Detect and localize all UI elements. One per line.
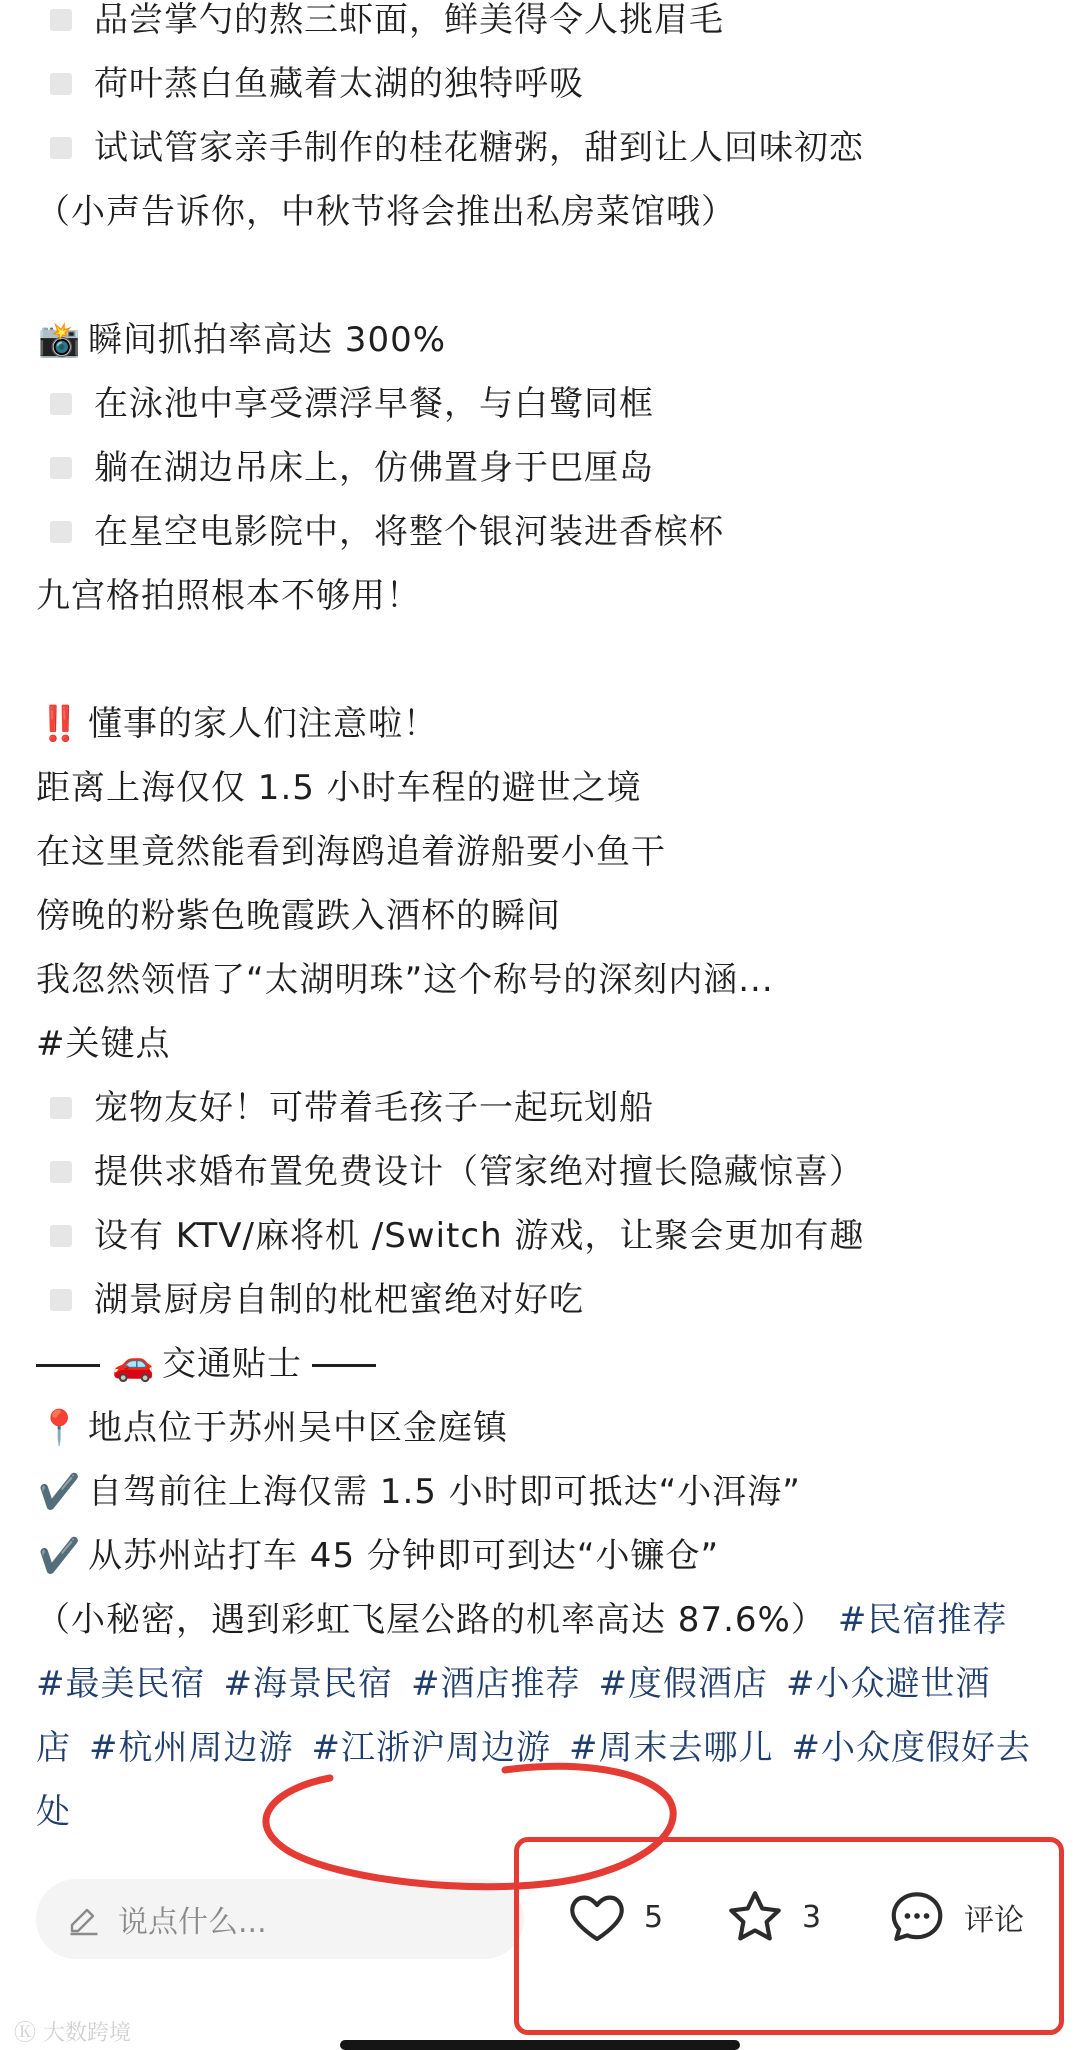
hashtag-link[interactable]: #最美民宿 [36,1664,206,1704]
closing-text: （小秘密，遇到彩虹飞屋公路的机率高达 87.6%） [36,1600,826,1640]
bullet-item [36,1268,1046,1332]
divider-line [36,1364,100,1367]
hashtag-link[interactable]: #杭州周边游 [89,1728,294,1768]
emoji-icon: ✔️ [38,1536,82,1576]
bullet-item [36,116,1046,180]
bullet-square-icon [50,9,72,31]
bullet-square-icon [50,1097,72,1119]
bullet-text: 荷叶蒸白鱼藏着太湖的独特呼吸 [94,64,584,104]
bullet-text: 设有 KTV/麻将机 /Switch 游戏，让聚会更加有趣 [94,1216,865,1256]
comment-input[interactable] [36,1879,524,1959]
emoji-line [36,1460,1046,1524]
divider-line [312,1364,376,1367]
hashtag-link[interactable]: #民宿推荐 [837,1600,1008,1640]
emoji-line [36,308,1046,372]
emoji-icon: ‼️ [38,704,82,744]
post-content [36,0,1046,1844]
hashtag-link[interactable]: #度假酒店 [598,1664,768,1704]
text-line: 九宫格拍照根本不够用！ [36,576,421,616]
bullet-square-icon [50,521,72,543]
bullet-item [36,1204,1046,1268]
bullet-text: 试试管家亲手制作的桂花糖粥，甜到让人回味初恋 [94,128,864,168]
emoji-line-text: 瞬间抓拍率高达 300% [88,320,447,360]
bullet-text: 品尝掌勺的熬三虾面，鲜美得令人挑眉毛 [94,0,724,40]
bullet-text: 在星空电影院中，将整个银河装进香槟杯 [94,512,724,552]
bullet-square-icon [50,457,72,479]
bullet-item [36,1140,1046,1204]
bullet-item [36,52,1046,116]
text-line: 傍晚的粉紫色晚霞跌入酒杯的瞬间 [36,896,561,936]
bullet-item [36,500,1046,564]
hashtag-link[interactable]: #江浙沪周边游 [311,1728,551,1768]
watermark-logo-icon: Ⓚ [14,2021,37,2046]
blank-line [36,628,1046,692]
emoji-icon: 📍 [38,1408,82,1448]
text-line: 在这里竟然能看到海鸥追着游船要小鱼干 [36,832,666,872]
watermark [14,2016,131,2047]
bullet-square-icon [50,73,72,95]
like-count: 5 [644,1899,664,1935]
emoji-line [36,692,1046,756]
bullet-square-icon [50,1161,72,1183]
emoji-line-text: 从苏州站打车 45 分钟即可到达“小镰仓” [88,1536,720,1576]
bullet-square-icon [50,1225,72,1247]
bullet-text: 湖景厨房自制的枇杷蜜绝对好吃 [94,1280,584,1320]
pencil-icon [66,1901,102,1937]
emoji-line [36,1396,1046,1460]
section-divider [36,1332,1046,1396]
emoji-line-text: 自驾前往上海仅需 1.5 小时即可抵达“小洱海” [88,1472,801,1512]
emoji-line [36,1524,1046,1588]
bullet-item [36,436,1046,500]
comment-label: 评论 [964,1903,1024,1938]
closing-paragraph [36,1588,1036,1844]
text-line: 距离上海仅仅 1.5 小时车程的避世之境 [36,768,642,808]
favorite-count: 3 [802,1899,822,1935]
bullet-item [36,372,1046,436]
bullet-item [36,1076,1046,1140]
text-line: #关键点 [36,1024,171,1064]
bullet-text: 在泳池中享受漂浮早餐，与白鹭同框 [94,384,654,424]
hashtag-link[interactable]: #小众避世酒店 [36,1664,991,1768]
hashtag-link[interactable]: #小众度假好去处 [36,1728,1031,1832]
bullet-text: 躺在湖边吊床上，仿佛置身于巴厘岛 [94,448,654,488]
blank-line [36,244,1046,308]
annotation-rectangle [514,1837,1064,2035]
hashtag-link[interactable]: #周末去哪儿 [569,1728,774,1768]
hashtag-link[interactable]: #海景民宿 [223,1664,393,1704]
bullet-text: 提供求婚布置免费设计（管家绝对擅长隐藏惊喜） [94,1152,864,1192]
emoji-icon: 📸 [38,320,82,360]
emoji-icon: ✔️ [38,1472,82,1512]
bullet-item [36,0,1046,52]
car-icon: 🚗 [112,1344,156,1384]
watermark-text: 大数跨境 [43,2021,132,2046]
bullet-text: 宠物友好！可带着毛孩子一起玩划船 [94,1088,654,1128]
section-title: 交通贴士 [162,1344,302,1384]
emoji-line-text: 地点位于苏州吴中区金庭镇 [88,1408,508,1448]
home-indicator[interactable] [340,2040,740,2050]
bullet-square-icon [50,393,72,415]
comment-placeholder: 说点什么... [118,1905,267,1940]
text-line: 我忽然领悟了“太湖明珠”这个称号的深刻内涵... [36,960,774,1000]
bullet-square-icon [50,137,72,159]
text-line: （小声告诉你，中秋节将会推出私房菜馆哦） [36,192,736,232]
hashtag-link[interactable]: #酒店推荐 [411,1664,581,1704]
bullet-square-icon [50,1289,72,1311]
emoji-line-text: 懂事的家人们注意啦！ [88,704,438,744]
